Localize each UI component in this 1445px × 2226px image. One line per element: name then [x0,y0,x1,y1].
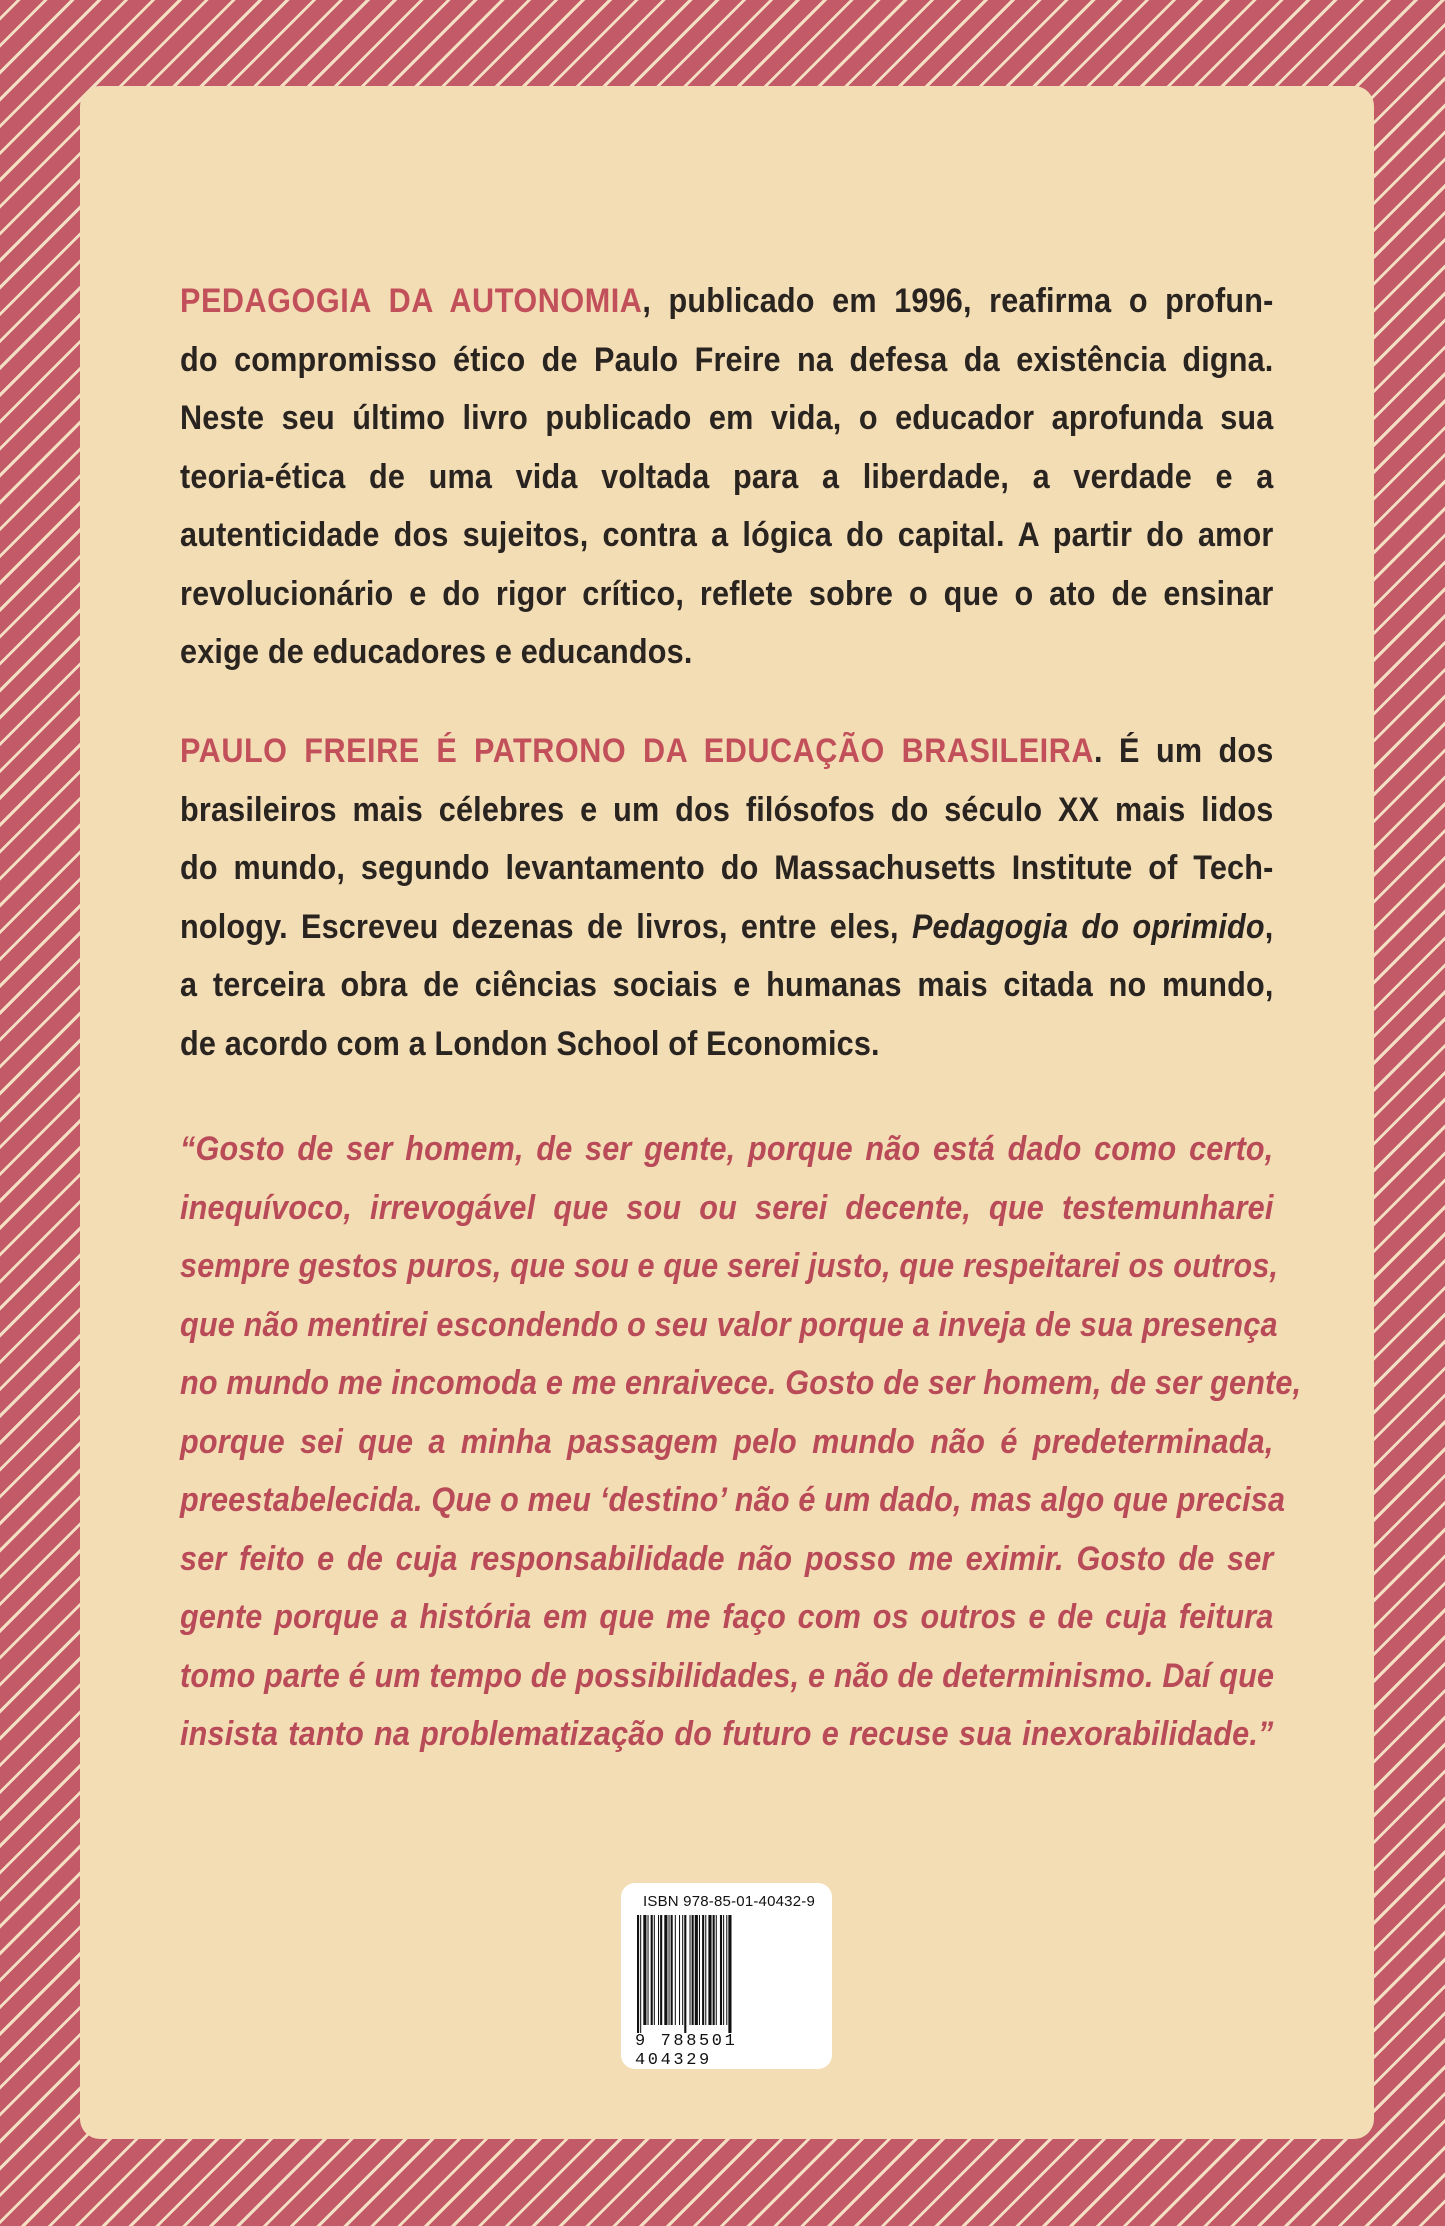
quote-line: insista tanto na problematização do futuro e recuse sua inexorabilidade.” [180,1715,1274,1753]
quote-line: que não mentirei escondendo o seu valor porque a inveja de sua presença [180,1305,1278,1344]
quote-line: sempre gestos puros, que sou e que serei justo, que respeitarei os outros, [180,1247,1279,1285]
book-title-italic: Pedagogia do oprimido [911,907,1265,946]
paragraph-line: a terceira obra de ciências sociais e humanas mais citada no mundo, [180,966,1274,1004]
description-paragraph [180,272,1274,682]
quote-line: inequívoco, irrevogável que sou ou serei decente, que testemunharei [180,1188,1274,1227]
quote-line: tomo parte é um tempo de possibilidades, e não de determinismo. Daí que [180,1656,1275,1695]
quote-line: preestabelecida. Que o meu ‘destino’ não é um dado, mas algo que precisa [180,1481,1286,1519]
paragraph-line: teoria-ética de uma vida voltada para a liberdade, a verdade e a [180,457,1274,496]
author-paragraph [180,722,1274,1073]
paragraph-line: Neste seu último livro publicado em vida, o educador aprofunda sua [180,399,1274,437]
paragraph-line: PEDAGOGIA DA AUTONOMIA, publicado em 1996, reafirma o profun- [180,282,1274,320]
paragraph-line: nology. Escreveu dezenas de livros, entre eles, Pedagogia do oprimido, [180,907,1274,946]
paragraph-line: do compromisso ético de Paulo Freire na defesa da existência digna. [180,340,1274,379]
isbn-label: ISBN 978-85-01-40432-9 [643,1893,816,1910]
paragraph-line: autenticidade dos sujeitos, contra a lógica do capital. A partir do amor [180,516,1274,554]
paragraph-line: de acordo com a London School of Economics. [180,1024,880,1063]
isbn-barcode [621,1883,832,2069]
author-quote [180,1120,1302,1764]
quote-line: porque sei que a minha passagem pelo mundo não é predeterminada, [180,1422,1274,1461]
book-title-highlight: PEDAGOGIA DA AUTONOMIA [180,282,643,320]
paragraph-line: brasileiros mais célebres e um dos filósofos do século XX mais lidos [180,790,1274,829]
quote-line: no mundo me incomoda e me enraivece. Gosto de ser homem, de ser gente, [180,1364,1302,1402]
paragraph-line: do mundo, segundo levantamento do Massachusetts Institute of Tech- [180,849,1274,887]
author-highlight: PAULO FREIRE É PATRONO DA EDUCAÇÃO BRASILEIRA [180,732,1095,770]
barcode-icon [637,1915,817,2033]
quote-line: “Gosto de ser homem, de ser gente, porque não está dado como certo, [180,1130,1274,1168]
quote-line: gente porque a história em que me faço com os outros e de cuja feitura [180,1598,1274,1636]
paragraph-line: exige de educadores e educandos. [180,633,693,671]
barcode-digits: 9 788501 404329 [635,2032,738,2070]
paragraph-line: PAULO FREIRE É PATRONO DA EDUCAÇÃO BRASILEIRA. É um dos [180,732,1274,770]
paragraph-line: revolucionário e do rigor crítico, reflete sobre o que o ato de ensinar [180,574,1274,613]
quote-line: ser feito e de cuja responsabilidade não posso me eximir. Gosto de ser [180,1539,1274,1578]
